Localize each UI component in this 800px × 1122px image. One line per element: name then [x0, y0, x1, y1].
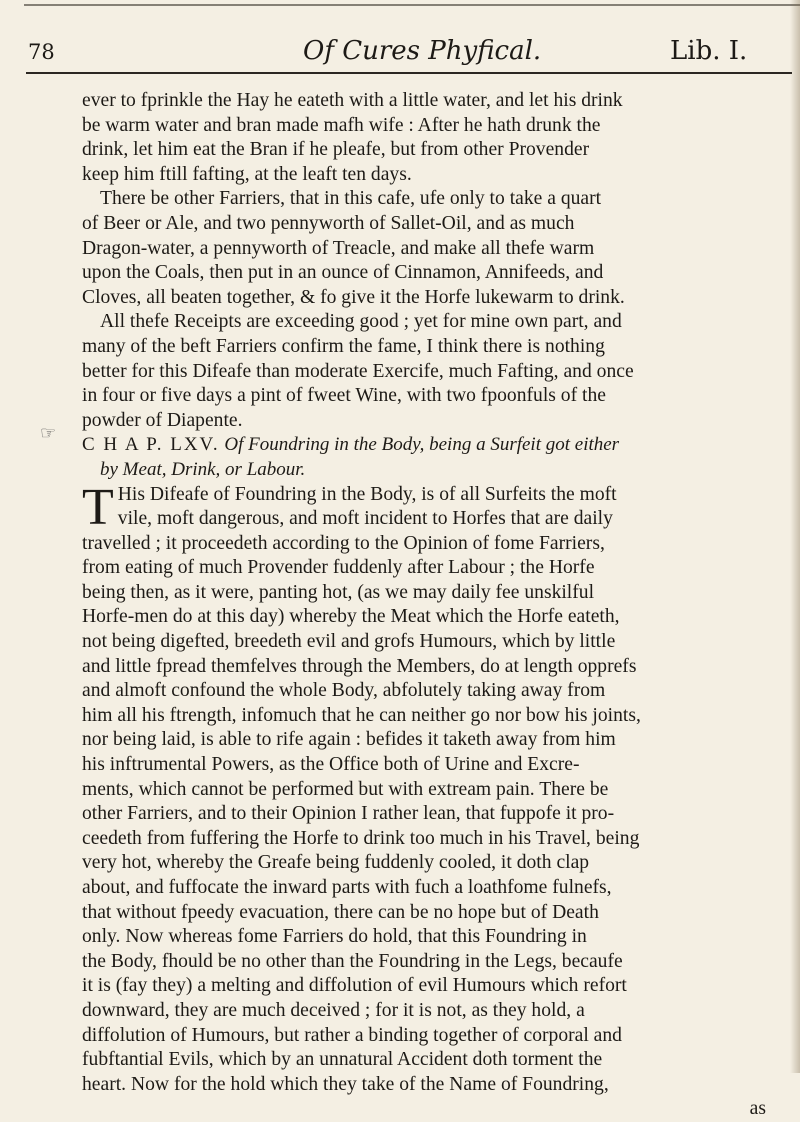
- text-line: ever to fprinkle the Hay he eateth with a little water, and let his drink: [82, 90, 623, 111]
- text-line: him all his ftrength, infomuch that he can neither go nor bow his joints,: [82, 704, 641, 726]
- text-line: being then, as it were, panting hot, (as we may daily fee unskilful: [82, 581, 595, 603]
- header-rule: [26, 72, 792, 74]
- text-line: ments, which cannot be performed but with extream pain. There be: [82, 778, 609, 800]
- text-line: travelled ; it proceedeth according to the Opinion of fome Farriers,: [82, 532, 605, 554]
- text-line: ceedeth from fuffering the Horfe to drink too much in his Travel, being: [82, 827, 640, 849]
- text-line: it is (fay they) a melting and diffolution of evil Humours which refort: [82, 975, 627, 997]
- text-line: his inftrumental Powers, as the Office both of Urine and Excre-: [82, 754, 580, 776]
- page-number: 78: [28, 40, 55, 64]
- text-line: better for this Difeafe than moderate Exercife, much Fafting, and once: [82, 360, 634, 382]
- text-line: vile, moft dangerous, and moft incident to Horfes that are daily: [117, 508, 613, 530]
- text-line: There be other Farriers, that in this cafe, ufe only to take a quart: [100, 188, 602, 210]
- text-line: many of the beft Farriers confirm the fame, I think there is nothing: [82, 335, 605, 357]
- pointing-hand-icon: ☞: [40, 423, 57, 444]
- text-line: be warm water and bran made mafh wife : After he hath drunk the: [82, 114, 601, 136]
- book-number: Lib. I.: [670, 36, 748, 66]
- running-head: Of Cures Phyfical.: [303, 36, 542, 66]
- text-line: keep him ftill fafting, at the leaft ten days.: [82, 163, 412, 185]
- chapter-title-continued: by Meat, Drink, or Labour.: [100, 458, 306, 480]
- text-line: powder of Diapente.: [82, 409, 243, 431]
- text-line: not being digefted, breedeth evil and grofs Humours, which by little: [82, 631, 616, 653]
- chapter-heading: [82, 433, 782, 458]
- text-line: about, and fuffocate the inward parts with fuch a loathfome fulnefs,: [82, 877, 612, 898]
- text-line: in four or five days a pint of fweet Wine, with two fpoonfuls of the: [82, 385, 606, 407]
- text-line: from eating of much Provender fuddenly after Labour ; the Horfe: [82, 557, 595, 579]
- text-line: upon the Coals, then put in an ounce of Cinnamon, Annifeeds, and: [82, 262, 604, 284]
- text-line: Horfe-men do at this day) whereby the Meat which the Horfe eateth,: [82, 606, 620, 628]
- text-line: heart. Now for the hold which they take of the Name of Foundring,: [82, 1073, 609, 1095]
- page-header: [22, 36, 792, 72]
- text-line: Cloves, all beaten together, & fo give it the Horfe lukewarm to drink.: [82, 286, 625, 308]
- catchword: as: [749, 1098, 766, 1120]
- text-line: drink, let him eat the Bran if he pleafe, but from other Provender: [82, 139, 590, 161]
- text-line: and almoft confound the whole Body, abfolutely taking away from: [82, 680, 606, 702]
- drop-cap: T: [82, 478, 114, 536]
- text-line: His Difeafe of Foundring in the Body, is of all Surfeits the moft: [117, 483, 617, 505]
- text-line: nor being laid, is able to rife again : befides it taketh away from him: [82, 729, 616, 751]
- top-edge-rule: [24, 4, 800, 6]
- text-line: very hot, whereby the Greafe being fuddenly cooled, it doth clap: [82, 852, 590, 874]
- text-line: diffolution of Humours, but rather a binding together of corporal and: [82, 1024, 622, 1046]
- text-line: All thefe Receipts are exceeding good ; yet for mine own part, and: [100, 311, 622, 333]
- text-line: that without fpeedy evacuation, there can be no hope but of Death: [82, 901, 599, 923]
- chapter-title: Of Foundring in the Body, being a Surfeit got either: [224, 434, 620, 456]
- chapter-label: C H A P. LXV.: [82, 434, 220, 456]
- text-line: and little fpread themfelves through the Members, do at length opprefs: [82, 655, 637, 677]
- text-line: Dragon-water, a pennyworth of Treacle, and make all thefe warm: [82, 237, 595, 259]
- text-line: the Body, fhould be no other than the Foundring in the Legs, becaufe: [82, 950, 623, 972]
- text-line: of Beer or Ale, and two pennyworth of Sallet-Oil, and as much: [82, 212, 575, 234]
- page-edge-shadow: [790, 0, 800, 1073]
- body-text: [82, 89, 782, 1122]
- text-line: other Farriers, and to their Opinion I rather lean, that fuppofe it pro-: [82, 803, 615, 825]
- text-line: fubftantial Evils, which by an unnatural Accident doth torment the: [82, 1049, 603, 1071]
- text-line: only. Now whereas fome Farriers do hold, that this Foundring in: [82, 926, 587, 948]
- text-line: downward, they are much deceived ; for it is not, as they hold, a: [82, 999, 585, 1021]
